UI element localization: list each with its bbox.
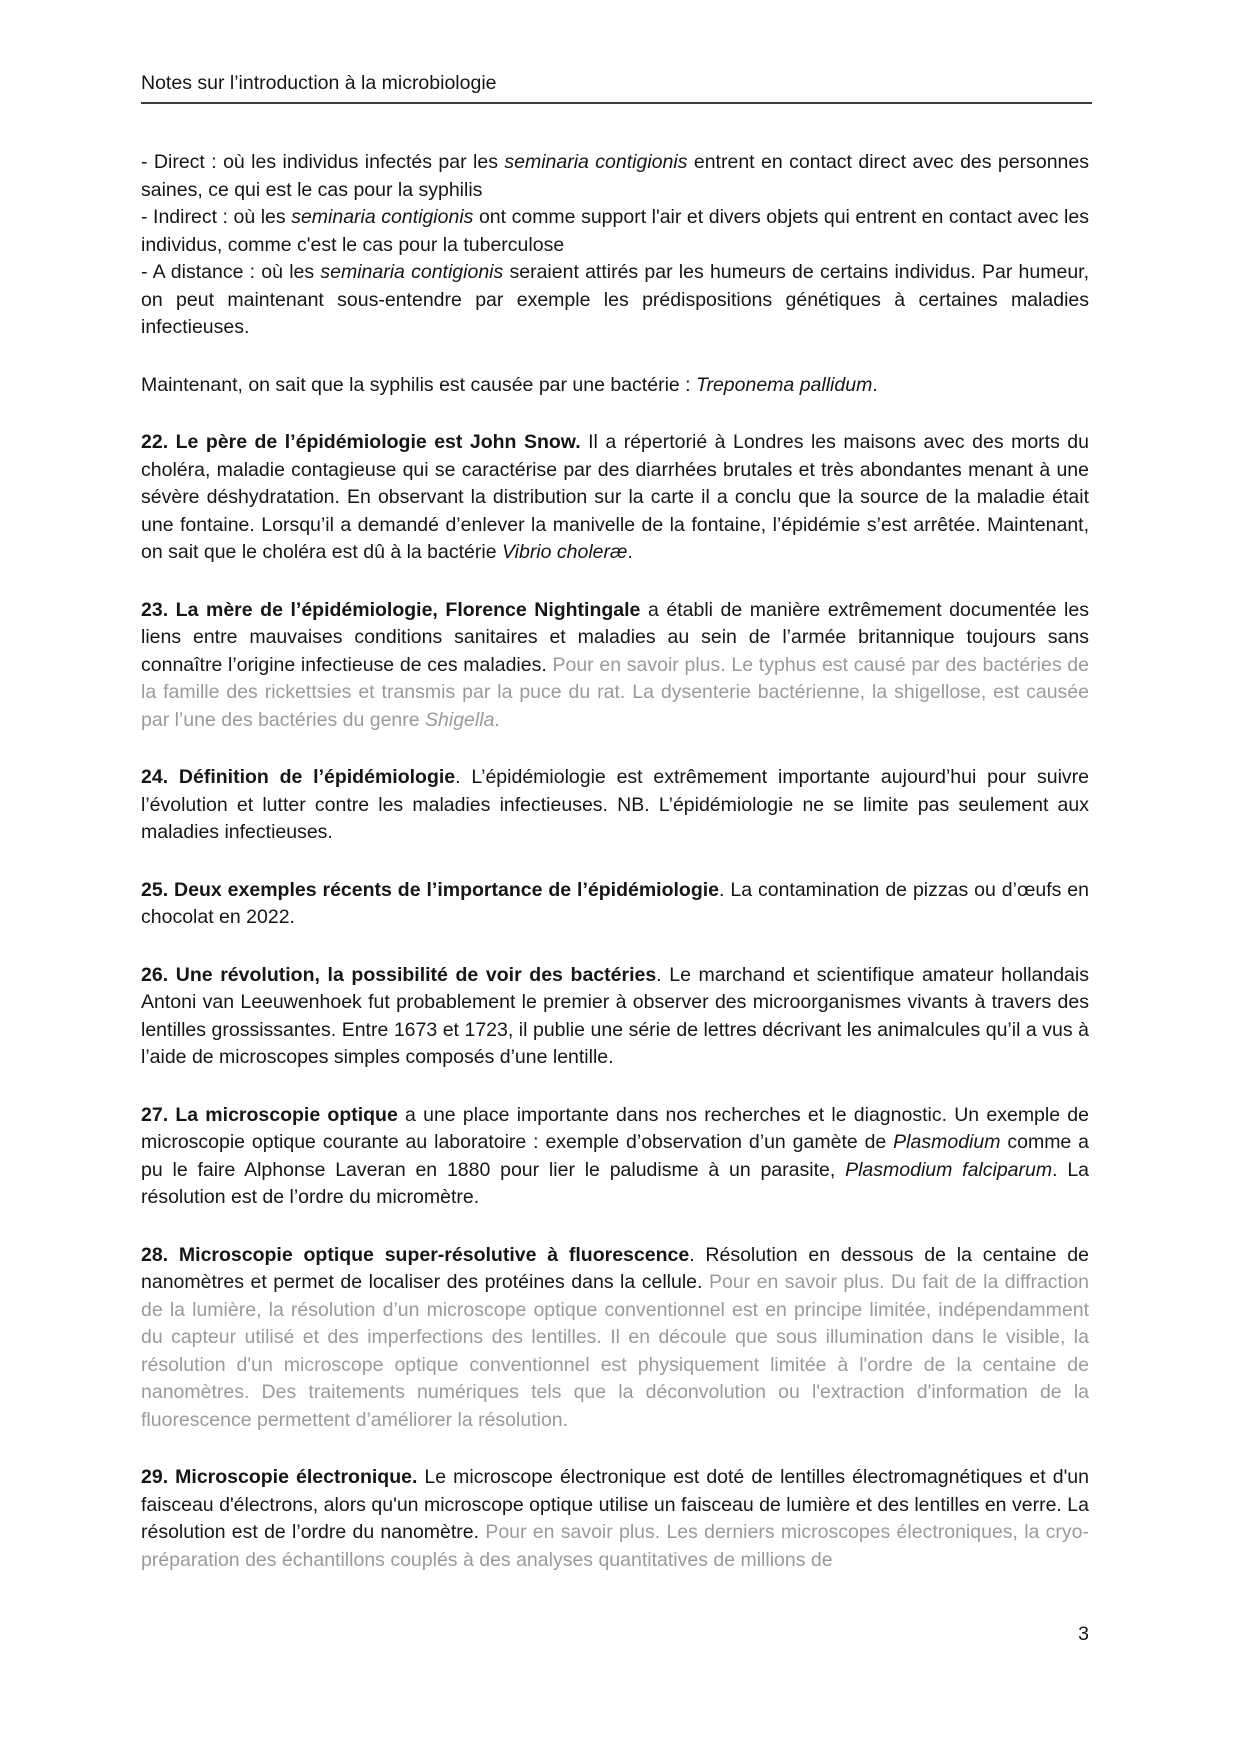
- page-number: 3: [1078, 1623, 1089, 1645]
- bullet-a-distance: [141, 259, 1089, 342]
- text-run: Maintenant, on sait que la syphilis est causée par une bactérie :: [141, 373, 696, 396]
- text-run: Pour en savoir plus. Les derniers microscopes électroniques, la cryo-préparation des échantillons couplés à des analyses quantitatives de millions de: [141, 1521, 1089, 1571]
- text-run: .: [627, 541, 633, 563]
- text-run: seraient attirés par les humeurs de certains individus. Par humeur, on peut maintenant sous-entendre par exemple les prédispositions génétiques à certaines maladies infectieuses.: [141, 261, 1090, 338]
- text-run: Il a répertorié à Londres les maisons avec des morts du choléra, maladie contagieuse qui se caractérise par des diarrhées brutales et très abondantes menant à une sévère déshydratation. En observant la distribution sur la carte il a conclu que la source de la maladie était une fontaine. Lorsqu’il a demandé d’enlever la manivelle de la fontaine, l’épidémie s’est arrêtée. Maintenant, on sait que le choléra est dû à la bactérie: [141, 431, 1090, 563]
- para-24-definition: [141, 764, 1089, 847]
- text-run: a une place importante dans nos recherches et le diagnostic. Un exemple de microscopie optique courante au laboratoire : exemple d’observation d’un gamète de: [141, 1103, 1089, 1153]
- text-run: Treponema pallidum: [696, 373, 873, 396]
- document-body: [141, 149, 1089, 1604]
- text-run: Pour en savoir plus. Le typhus est causé par des bactéries de la famille des rickettsies et transmis par la puce du rat. La dysenterie bactérienne, la shigellose, est causée par l’une des bactéries du genre: [141, 653, 1089, 731]
- text-run: 26. Une révolution, la possibilité de voir des bactéries: [141, 963, 657, 986]
- page-header-title: Notes sur l’introduction à la microbiologie: [141, 71, 1092, 104]
- text-run: . Résolution en dessous de la centaine de nanomètres et permet de localiser des protéines dans la cellule.: [141, 1243, 1089, 1293]
- text-run: seminaria contigionis: [320, 261, 504, 283]
- text-run: 29. Microscopie électronique.: [141, 1466, 418, 1488]
- text-run: seminaria contigionis: [291, 206, 474, 228]
- para-22-john-snow: [141, 429, 1089, 567]
- text-run: 25. Deux exemples récents de l’importance de l’épidémiologie: [141, 878, 719, 901]
- text-run: Le microscope électronique est doté de lentilles électromagnétiques et d'un faisceau d'électrons, alors qu'un microscope optique utilise un faisceau de lumière et des lentilles en verre. La résolution est de l’ordre du nanomètre.: [141, 1466, 1089, 1543]
- text-run: seminaria contigionis: [504, 151, 688, 173]
- text-run: comme a pu le faire Alphonse Laveran en 1880 pour lier le paludisme à un parasite,: [141, 1131, 1090, 1181]
- text-run: entrent en contact direct avec des personnes saines, ce qui est le cas pour la syphilis: [141, 151, 1089, 201]
- para-syphilis-note: [141, 372, 1089, 400]
- text-run: Shigella: [425, 708, 495, 731]
- text-run: - A distance : où les: [141, 261, 321, 283]
- para-23-florence-nightingale: [141, 597, 1089, 735]
- text-run: 27. La microscopie optique: [141, 1103, 398, 1126]
- bullet-direct: [141, 149, 1089, 204]
- text-run: .: [494, 708, 500, 731]
- text-run: . L’épidémiologie est extrêmement importante aujourd’hui pour suivre l’évolution et lutter contre les maladies infectieuses. NB. L’épidémiologie ne se limite pas seulement aux maladies infectieuses.: [141, 766, 1089, 843]
- para-29-microscopie-electronique: [141, 1464, 1089, 1574]
- bullet-indirect: [141, 204, 1089, 259]
- text-run: 24. Définition de l’épidémiologie: [141, 766, 456, 788]
- text-run: . Le marchand et scientifique amateur hollandais Antoni van Leeuwenhoek fut probablement le premier à observer des microorganismes vivants à travers des lentilles grossissantes. Entre 1673 et 1723, il publie une série de lettres décrivant les animalcules qu’il a vus à l’aide de microscopes simples composés d’une lentille.: [141, 963, 1089, 1068]
- text-run: - Indirect : où les: [141, 206, 292, 228]
- text-run: 22. Le père de l’épidémiologie est John Snow.: [141, 431, 581, 453]
- text-run: - Direct : où les individus infectés par les: [141, 151, 505, 173]
- text-run: Plasmodium: [893, 1131, 1001, 1153]
- text-run: a établi de manière extrêmement documentée les liens entre mauvaises conditions sanitaires et maladies au sein de l’armée britannique toujours sans connaître l’origine infectieuse de ces maladies.: [141, 598, 1089, 676]
- para-28-super-resolutive: [141, 1242, 1089, 1435]
- text-run: . La résolution est de l’ordre du micromètre.: [141, 1158, 1090, 1208]
- para-25-exemples: [141, 877, 1089, 932]
- para-27-microscopie-optique: [141, 1102, 1089, 1212]
- text-run: Vibrio choleræ: [501, 541, 628, 563]
- text-run: 28. Microscopie optique super-résolutive à fluorescence: [141, 1243, 690, 1266]
- text-run: 23. La mère de l’épidémiologie, Florence Nightingale: [141, 598, 641, 621]
- text-run: ont comme support l'air et divers objets qui entrent en contact avec les individus, comme c'est le cas pour la tuberculose: [141, 206, 1089, 256]
- text-run: Plasmodium falciparum: [845, 1158, 1053, 1181]
- text-run: Pour en savoir plus. Du fait de la diffraction de la lumière, la résolution d’un microscope optique conventionnel est en principe limitée, indépendamment du capteur utilisé et des imperfections des lentilles. Il en découle que sous illumination dans le visible, la résolution d'un microscope optique conventionnel est physiquement limitée à l'ordre de la centaine de nanomètres. Des traitements numériques tels que la déconvolution ou l'extraction d'information de la fluorescence permettent d’améliorer la résolution.: [141, 1271, 1089, 1431]
- text-run: .: [872, 373, 878, 396]
- text-run: . La contamination de pizzas ou d’œufs en chocolat en 2022.: [141, 878, 1089, 928]
- para-26-leeuwenhoek: [141, 962, 1089, 1072]
